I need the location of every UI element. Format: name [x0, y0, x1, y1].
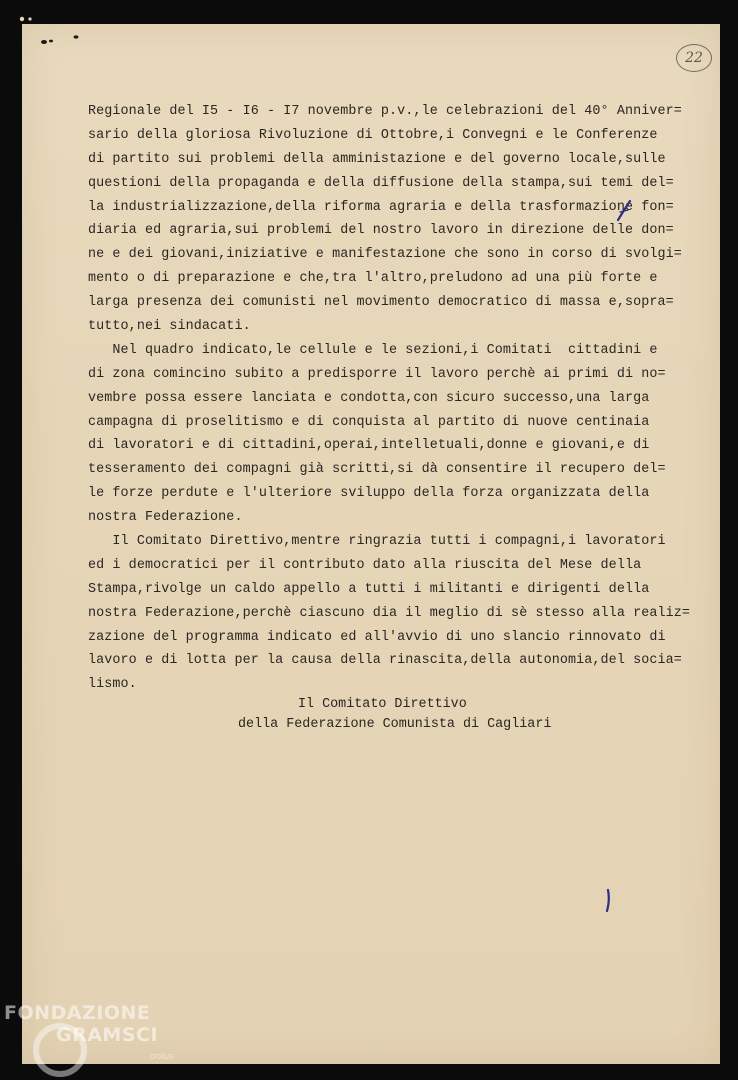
text-line: vembre possa essere lanciata e condotta,con sicuro successo,una larga	[88, 390, 650, 406]
text-line: diaria ed agraria,sui problemi del nostro lavoro in direzione delle don=	[88, 223, 674, 239]
paper-ink-dots	[40, 32, 90, 53]
text-line: la industrializzazione,della riforma agraria e della trasformazione fon=	[88, 199, 674, 215]
fondazione-gramsci-watermark	[4, 998, 194, 1078]
page-number-circle: 22	[676, 44, 712, 72]
text-line: le forze perdute e l'ulteriore sviluppo della forza organizzata della	[88, 486, 650, 502]
text-line: larga presenza dei comunisti nel movimento democratico di massa e,sopra=	[88, 295, 674, 311]
signature-block	[238, 695, 551, 735]
pen-stroke-mark	[604, 888, 614, 919]
text-line: ne e dei giovani,iniziative e manifestazione che sono in corso di svolgi=	[88, 247, 682, 263]
watermark-line-2: GRAMSCI	[56, 1024, 159, 1046]
text-line: lavoro e di lotta per la causa della rinascita,della autonomia,del socia=	[88, 653, 682, 669]
text-line: nostra Federazione.	[88, 510, 243, 526]
watermark-suffix: onlus	[150, 1052, 175, 1062]
text-line: zazione del programma indicato ed all'avvio di uno slancio rinnovato di	[88, 629, 666, 645]
text-line: Nel quadro indicato,le cellule e le sezioni,i Comitati cittadini e	[88, 342, 658, 358]
text-line: Regionale del I5 - I6 - I7 novembre p.v.,le celebrazioni del 40° Anniver=	[88, 104, 682, 119]
text-line: nostra Federazione,perchè ciascuno dia il meglio di sè stesso alla realiz=	[88, 605, 691, 621]
document-page	[22, 24, 720, 1064]
signature-line-2: della Federazione Comunista di Cagliari	[238, 717, 552, 732]
text-line: questioni della propaganda e della diffusione della stampa,sui temi del=	[88, 175, 674, 191]
text-line: di partito sui problemi della amministazione e del governo locale,sulle	[88, 151, 666, 167]
text-line: campagna di proselitismo e di conquista al partito di nuove centinaia	[88, 414, 650, 430]
pen-correction-mark	[614, 198, 636, 229]
signature-line-1: Il Comitato Direttivo	[298, 697, 467, 712]
watermark-line-1: FONDAZIONE	[4, 1002, 151, 1024]
text-line: lismo.	[88, 677, 137, 693]
text-line: mento o di preparazione e che,tra l'altro,preludono ad una più forte e	[88, 271, 658, 287]
text-line: ed i democratici per il contributo dato alla riuscita del Mese della	[88, 557, 642, 573]
text-line: tesseramento dei compagni già scritti,si dà consentire il recupero del=	[88, 462, 666, 478]
text-line: tutto,nei sindacati.	[88, 319, 251, 335]
text-line: Il Comitato Direttivo,mentre ringrazia tutti i compagni,i lavoratori	[88, 534, 666, 550]
text-line: Stampa,rivolge un caldo appello a tutti i militanti e dirigenti della	[88, 581, 650, 597]
text-line: sario della gloriosa Rivoluzione di Ottobre,i Convegni e le Conferenze	[88, 127, 658, 143]
text-line: di lavoratori e di cittadini,operai,intelletuali,donne e giovani,e di	[88, 438, 650, 454]
letter-body	[88, 100, 690, 697]
text-line: di zona comincino subito a predisporre il lavoro perchè ai primi di no=	[88, 366, 666, 382]
